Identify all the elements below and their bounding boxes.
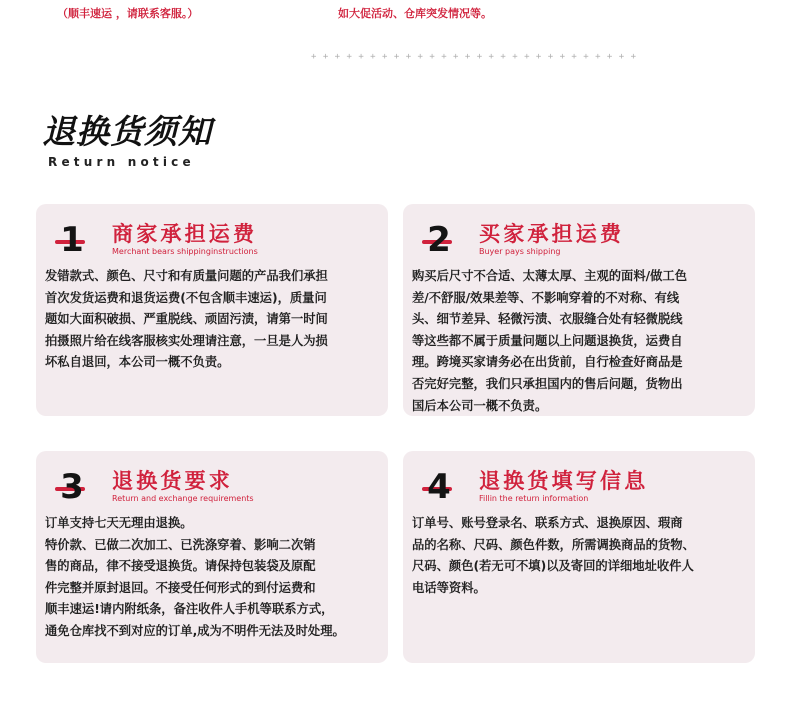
card-title: 退换货填写信息	[479, 469, 649, 493]
card-body	[412, 266, 756, 417]
card-body-line: 发错款式、颜色、尺寸和有质量问题的产品我们承担	[45, 269, 328, 283]
card-body-line: 通免仓库找不到对应的订单,成为不明件无法及时处理。	[45, 623, 345, 638]
card-number-badge	[419, 468, 459, 506]
card-body-line: 等这些都不属于质量问题以上问题退换货，运费自	[412, 333, 683, 348]
card-body-line: 购买后尺寸不合适、太薄太厚、主观的面料/做工色	[412, 269, 688, 283]
card-body-line: 首次发货运费和退货运费(不包含顺丰速运)，质量问	[45, 290, 327, 305]
top-note-left: （顺丰速运 ，请联系客服。）	[57, 7, 199, 20]
card-subtitle: Fillin the return information	[479, 494, 589, 503]
card-body-line: 特价款、已做二次加工、已洗涤穿着、影响二次销	[45, 537, 316, 552]
card-body-line: 尺码、颜色(若无可不填)以及寄回的详细地址收件人	[412, 559, 694, 574]
dotted-divider: + + + + + + + + + + + + + + + + + + + + + + + + + + + +	[311, 52, 637, 62]
card-body-line: 头、细节差异、轻微污渍、衣服缝合处有轻微脱线	[412, 312, 683, 327]
card-body-line: 国后本公司一概不负责。	[412, 398, 548, 413]
card-body-line: 件完整并原封退回。不接受任何形式的到付运费和	[45, 580, 316, 595]
notice-card-merchant-pays	[36, 204, 388, 416]
card-number: 1	[60, 220, 84, 260]
top-note-right: 如大促活动、仓库突发情况等。	[338, 7, 492, 20]
card-title: 退换货要求	[112, 469, 233, 493]
card-body-line: 否完好完整，我们只承担国内的售后问题，货物出	[412, 376, 683, 391]
card-number-badge	[52, 221, 92, 259]
card-title: 买家承担运费	[479, 222, 625, 246]
page-title: 退换货须知	[42, 112, 212, 151]
card-subtitle: Buyer pays shipping	[479, 247, 561, 256]
card-body-line: 订单支持七天无理由退换。	[45, 516, 193, 530]
card-body-line: 坏私自退回，本公司一概不负责。	[45, 355, 230, 370]
card-body-line: 拍摄照片给在线客服核实处理请注意，一旦是人为损	[45, 333, 328, 348]
card-body	[45, 266, 389, 374]
notice-card-buyer-pays	[403, 204, 755, 416]
card-subtitle: Merchant bears shippinginstructions	[112, 247, 258, 256]
card-body-line: 订单号、账号登录名、联系方式、退换原因、瑕商	[412, 516, 683, 530]
card-body	[412, 513, 756, 599]
page-subtitle: Return notice	[48, 155, 195, 169]
card-number: 2	[427, 220, 451, 260]
card-body-line: 售的商品，律不接受退换货。请保持包装袋及原配	[45, 559, 316, 574]
card-body-line: 电话等资料。	[412, 580, 486, 595]
card-number: 4	[427, 467, 451, 507]
card-number: 3	[60, 467, 84, 507]
card-subtitle: Return and exchange requirements	[112, 494, 254, 503]
card-title: 商家承担运费	[112, 222, 258, 246]
card-body-line: 品的名称、尺码、颜色件数，所需调换商品的货物、	[412, 537, 695, 552]
card-number-badge	[419, 221, 459, 259]
card-body-line: 题如大面积破损、严重脱线、顽固污渍，请第一时间	[45, 312, 328, 327]
notice-card-return-requirements	[36, 451, 388, 663]
card-body-line: 顺丰速运!请内附纸条，备注收件人手机等联系方式，	[45, 602, 334, 617]
card-number-badge	[52, 468, 92, 506]
notice-card-return-info	[403, 451, 755, 663]
card-body-line: 理。跨境买家请务必在出货前，自行检查好商品是	[412, 355, 683, 370]
card-body-line: 差/不舒服/效果差等、不影响穿着的不对称、有线	[412, 290, 680, 305]
card-body	[45, 513, 389, 643]
